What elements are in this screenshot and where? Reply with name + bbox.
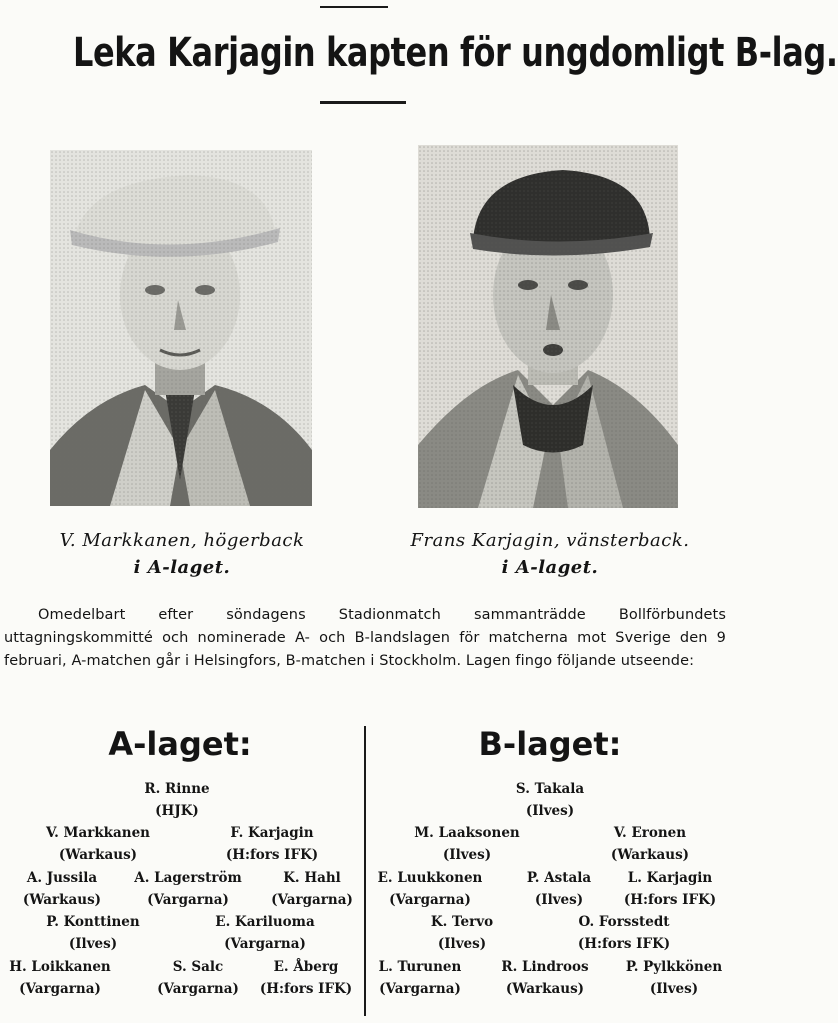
player-club: (Ilves) xyxy=(68,936,118,952)
player-club: (Vargarna) xyxy=(389,892,471,908)
player-club: (Vargarna) xyxy=(379,981,461,997)
player-club: (Ilves) xyxy=(534,892,584,908)
b-team-title: B-laget: xyxy=(478,725,622,763)
player-club: (Ilves) xyxy=(437,936,487,952)
player-name: V. Eronen xyxy=(613,825,687,841)
player-club: (H:fors IFK) xyxy=(623,892,717,908)
player-name: L. Turunen xyxy=(378,959,462,975)
player-entry xyxy=(144,778,209,822)
player-name: P. Konttinen xyxy=(46,914,140,930)
body-paragraph: Omedelbart efter söndagens Stadionmatch sammanträdde Bollförbundets uttagningskommitté och nominerade A- och B-landslagen för matcherna mot Sverige den 9 februari, A-matchen går i Helsingfors, B-matchen i Stockholm. Lagen fingo följande utseende: xyxy=(4,607,726,669)
player-name: P. Pylkkönen xyxy=(625,959,723,975)
player-club: (HJK) xyxy=(155,803,199,819)
player-entry xyxy=(260,956,352,1000)
player-entry xyxy=(157,956,239,1000)
a-team-title: A-laget: xyxy=(108,725,252,763)
player-club: (Warkaus) xyxy=(505,981,585,997)
portrait-image xyxy=(418,145,678,508)
player-name: S. Takala xyxy=(515,781,585,797)
player-entry xyxy=(46,822,150,866)
player-name: R. Lindroos xyxy=(501,959,589,975)
player-name: K. Hahl xyxy=(283,870,341,886)
player-entry xyxy=(431,911,493,955)
player-club: (Warkaus) xyxy=(22,892,102,908)
caption-karjagin xyxy=(395,527,705,581)
player-club: (Vargarna) xyxy=(224,936,306,952)
player-entry xyxy=(626,956,722,1000)
player-club: (Warkaus) xyxy=(610,847,690,863)
caption-line2: i A-laget. xyxy=(133,557,231,578)
player-name: P. Astala xyxy=(526,870,592,886)
player-entry xyxy=(215,911,314,955)
player-entry xyxy=(134,867,242,911)
player-entry xyxy=(271,867,353,911)
player-entry xyxy=(501,956,588,1000)
player-entry xyxy=(9,956,110,1000)
player-name: E. Luukkonen xyxy=(377,870,483,886)
player-entry xyxy=(527,867,591,911)
player-entry xyxy=(23,867,101,911)
player-entry xyxy=(611,822,689,866)
player-name: A. Lagerström xyxy=(134,870,242,886)
player-name: M. Laaksonen xyxy=(414,825,520,841)
player-name: E. Kariluoma xyxy=(215,914,315,930)
player-entry xyxy=(378,867,483,911)
player-name: H. Loikkanen xyxy=(9,959,111,975)
photo-markkanen xyxy=(50,150,312,506)
caption-line1: Frans Karjagin, vänsterback. xyxy=(410,530,690,551)
player-club: (Ilves) xyxy=(525,803,575,819)
player-name: F. Karjagin xyxy=(230,825,314,841)
player-club: (H:fors IFK) xyxy=(577,936,671,952)
player-club: (Ilves) xyxy=(442,847,492,863)
portrait-image xyxy=(50,150,312,506)
caption-markkanen xyxy=(40,527,324,581)
player-name: E. Åberg xyxy=(273,959,339,975)
player-entry xyxy=(414,822,520,866)
player-club: (Ilves) xyxy=(649,981,699,997)
player-club: (Vargarna) xyxy=(147,892,229,908)
player-club: (H:fors IFK) xyxy=(259,981,353,997)
caption-line1: V. Markkanen, högerback xyxy=(59,530,305,551)
player-name: O. Forsstedt xyxy=(578,914,670,930)
caption-line2: i A-laget. xyxy=(501,557,599,578)
player-entry xyxy=(578,911,670,955)
player-name: R. Rinne xyxy=(144,781,210,797)
headline-rule xyxy=(320,101,406,104)
player-name: S. Salc xyxy=(172,959,224,975)
player-name: A. Jussila xyxy=(26,870,98,886)
column-divider xyxy=(364,726,366,1016)
top-rule xyxy=(320,6,388,8)
player-entry xyxy=(624,867,716,911)
headline: Leka Karjagin kapten för ungdomligt B-lag. xyxy=(73,30,838,76)
player-name: L. Karjagin xyxy=(627,870,713,886)
player-club: (Vargarna) xyxy=(157,981,239,997)
player-entry xyxy=(516,778,584,822)
player-club: (H:fors IFK) xyxy=(225,847,319,863)
player-name: V. Markkanen xyxy=(46,825,150,841)
player-entry xyxy=(379,956,462,1000)
player-name: K. Tervo xyxy=(430,914,494,930)
player-club: (Vargarna) xyxy=(19,981,101,997)
player-club: (Warkaus) xyxy=(58,847,138,863)
player-club: (Vargarna) xyxy=(271,892,353,908)
photo-karjagin xyxy=(418,145,678,508)
player-entry xyxy=(226,822,318,866)
player-entry xyxy=(46,911,139,955)
